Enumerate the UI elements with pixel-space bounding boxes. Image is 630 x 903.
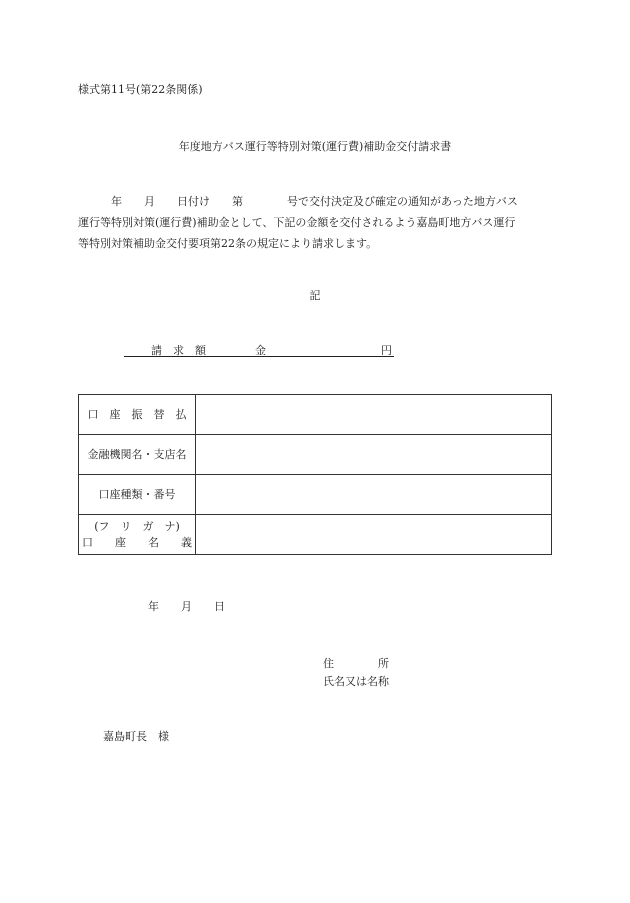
account-holder-label <box>79 515 196 555</box>
bank-account-table <box>78 394 552 555</box>
amount-label: 請 求 額 <box>151 344 206 357</box>
account-type-number-label: 口座種類・番号 <box>79 475 196 515</box>
name-label: 氏名又は名称 <box>323 675 389 688</box>
transfer-label: 口 座 振 替 払 <box>79 395 196 435</box>
form-number: 様式第11号(第22条関係) <box>78 83 203 96</box>
body-line-3: 等特別対策補助金交付要項第22条の規定により請求します。 <box>78 237 378 250</box>
table-row <box>79 435 552 475</box>
document-title: 年度地方バス運行等特別対策(運行費)補助金交付請求書 <box>178 140 452 153</box>
account-holder-name-label: 口 座 名 義 <box>82 535 192 549</box>
ki-heading: 記 <box>309 289 321 302</box>
bank-branch-label: 金融機関名・支店名 <box>79 435 196 475</box>
table-row <box>79 475 552 515</box>
addressee: 嘉島町長 様 <box>103 730 169 743</box>
bank-branch-value-cell[interactable] <box>196 435 552 475</box>
body-line-1: 年 月 日付け 第 号で交付決定及び確定の通知があった地方バス <box>78 195 518 208</box>
date-line: 年 月 日 <box>148 600 225 613</box>
amount-yen-label: 円 <box>381 344 392 357</box>
address-label: 住 所 <box>323 657 389 670</box>
body-line-2: 運行等特別対策(運行費)補助金として、下記の金額を交付されるよう嘉島町地方バス運行 <box>78 216 516 229</box>
account-holder-value-cell[interactable] <box>196 515 552 555</box>
transfer-value-cell[interactable] <box>196 395 552 435</box>
amount-kin-label: 金 <box>255 344 266 357</box>
table-row <box>79 515 552 555</box>
table-row <box>79 395 552 435</box>
request-amount-line <box>124 342 394 357</box>
request-body-text <box>78 191 558 254</box>
account-type-number-value-cell[interactable] <box>196 475 552 515</box>
furigana-label: (フ リ ガ ナ) <box>94 519 180 533</box>
